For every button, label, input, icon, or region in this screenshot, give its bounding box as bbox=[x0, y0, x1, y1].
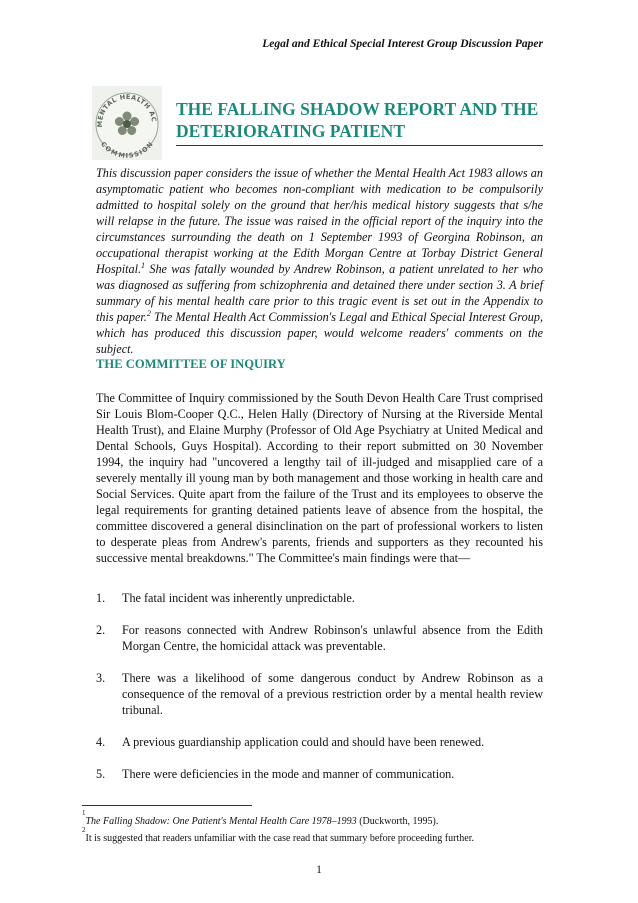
intro-paragraph bbox=[96, 165, 543, 357]
finding-text: A previous guardianship application could and should have been renewed. bbox=[122, 735, 485, 749]
finding-number: 4. bbox=[96, 735, 106, 749]
footnote-ref-1: 1 bbox=[141, 260, 146, 270]
intro-part-2: She was fatally wounded by Andrew Robinson, a patient unrelated to her who was diagnosed as suffering from schizophrenia and detained there under section 3. A brief summary of his mental health care prior to this tragic event is set out in the Appendix to this paper. bbox=[96, 262, 543, 324]
page-number: 1 bbox=[316, 864, 322, 876]
footnotes bbox=[82, 809, 552, 847]
intro-part-1: This discussion paper considers the issue of whether the Mental Health Act 1983 allows an asymptomatic patient who becomes non-compliant with medication to be compulsorily admitted to hospital solely on the ground that her/his medical history suggests that s/he will relapse in the future. The issue was raised in the official report of the inquiry into the circumstances surrounding the death on 1 September 1993 of Georgina Robinson, an occupational therapist working at the Edith Morgan Centre at Torbay District General Hospital. bbox=[96, 166, 543, 276]
footnote-1-mark: 1 bbox=[82, 809, 86, 817]
footnote-1-rest: (Duckworth, 1995). bbox=[356, 816, 439, 827]
finding-number: 5. bbox=[96, 767, 106, 781]
footnote-1 bbox=[82, 809, 552, 830]
title-line-1: THE FALLING SHADOW REPORT AND THE bbox=[176, 99, 539, 119]
finding-item bbox=[96, 590, 543, 606]
finding-number: 3. bbox=[96, 671, 106, 685]
footnote-2-text: It is suggested that readers unfamiliar with the case read that summary before proceeding further. bbox=[85, 833, 474, 844]
footnote-2 bbox=[82, 826, 552, 847]
finding-text: There was a likelihood of some dangerous conduct by Andrew Robinson as a consequence of the removal of a previous restriction order by a mental health review tribunal. bbox=[122, 671, 543, 717]
finding-number: 1. bbox=[96, 591, 106, 605]
document-title bbox=[176, 98, 543, 146]
finding-item bbox=[96, 766, 543, 782]
logo-arc-bottom: COMMISSION bbox=[99, 140, 155, 160]
finding-text: For reasons connected with Andrew Robinson's unlawful absence from the Edith Morgan Centre, the homicidal attack was preventable. bbox=[122, 623, 543, 653]
commission-logo bbox=[92, 86, 162, 160]
logo-arc-top: MENTAL HEALTH AC bbox=[95, 92, 159, 128]
footnote-ref-2: 2 bbox=[146, 308, 151, 318]
footnote-divider bbox=[82, 805, 252, 806]
finding-item bbox=[96, 670, 543, 718]
findings-list bbox=[96, 590, 543, 782]
finding-number: 2. bbox=[96, 623, 106, 637]
intro-part-3: The Mental Health Act Commission's Legal and Ethical Special Interest Group, which has produced this discussion paper, would welcome readers' comments on the subject. bbox=[96, 310, 543, 356]
finding-text: The fatal incident was inherently unpredictable. bbox=[122, 591, 355, 605]
finding-text: There were deficiencies in the mode and manner of communication. bbox=[122, 767, 455, 781]
running-header: Legal and Ethical Special Interest Group Discussion Paper bbox=[262, 38, 543, 50]
finding-item bbox=[96, 622, 543, 654]
finding-item bbox=[96, 734, 543, 750]
footnote-1-title: The Falling Shadow: One Patient's Mental Health Care 1978–1993 bbox=[85, 816, 357, 827]
title-line-2: DETERIORATING PATIENT bbox=[176, 121, 405, 141]
footnote-2-mark: 2 bbox=[82, 826, 86, 834]
committee-paragraph: The Committee of Inquiry commissioned by the South Devon Health Care Trust comprised Sir Louis Blom-Cooper Q.C., Helen Hally (Directory of Nursing at the Riverside Mental Health Trust), and Elaine Murphy (Professor of Old Age Psychiatry at United Medical and Dental Schools, Guys Hospital). According to their report submitted on 30 November 1994, the inquiry had "uncovered a lengthy tail of ill-judged and misapplied care of a severely mentally ill young man by both management and those working in health care and Social Services. Quite apart from the failure of the Trust and its employees to observe the legal requirements for granting detained patients leave of absence from the hospital, the committee discovered a general disinclination on the part of professional workers to listen to desperate pleas from Andrew's parents, friends and supporters as they recounted his successive mental breakdowns." The Committee's main findings were that— bbox=[96, 391, 543, 565]
section-heading: THE COMMITTEE OF INQUIRY bbox=[96, 357, 286, 371]
